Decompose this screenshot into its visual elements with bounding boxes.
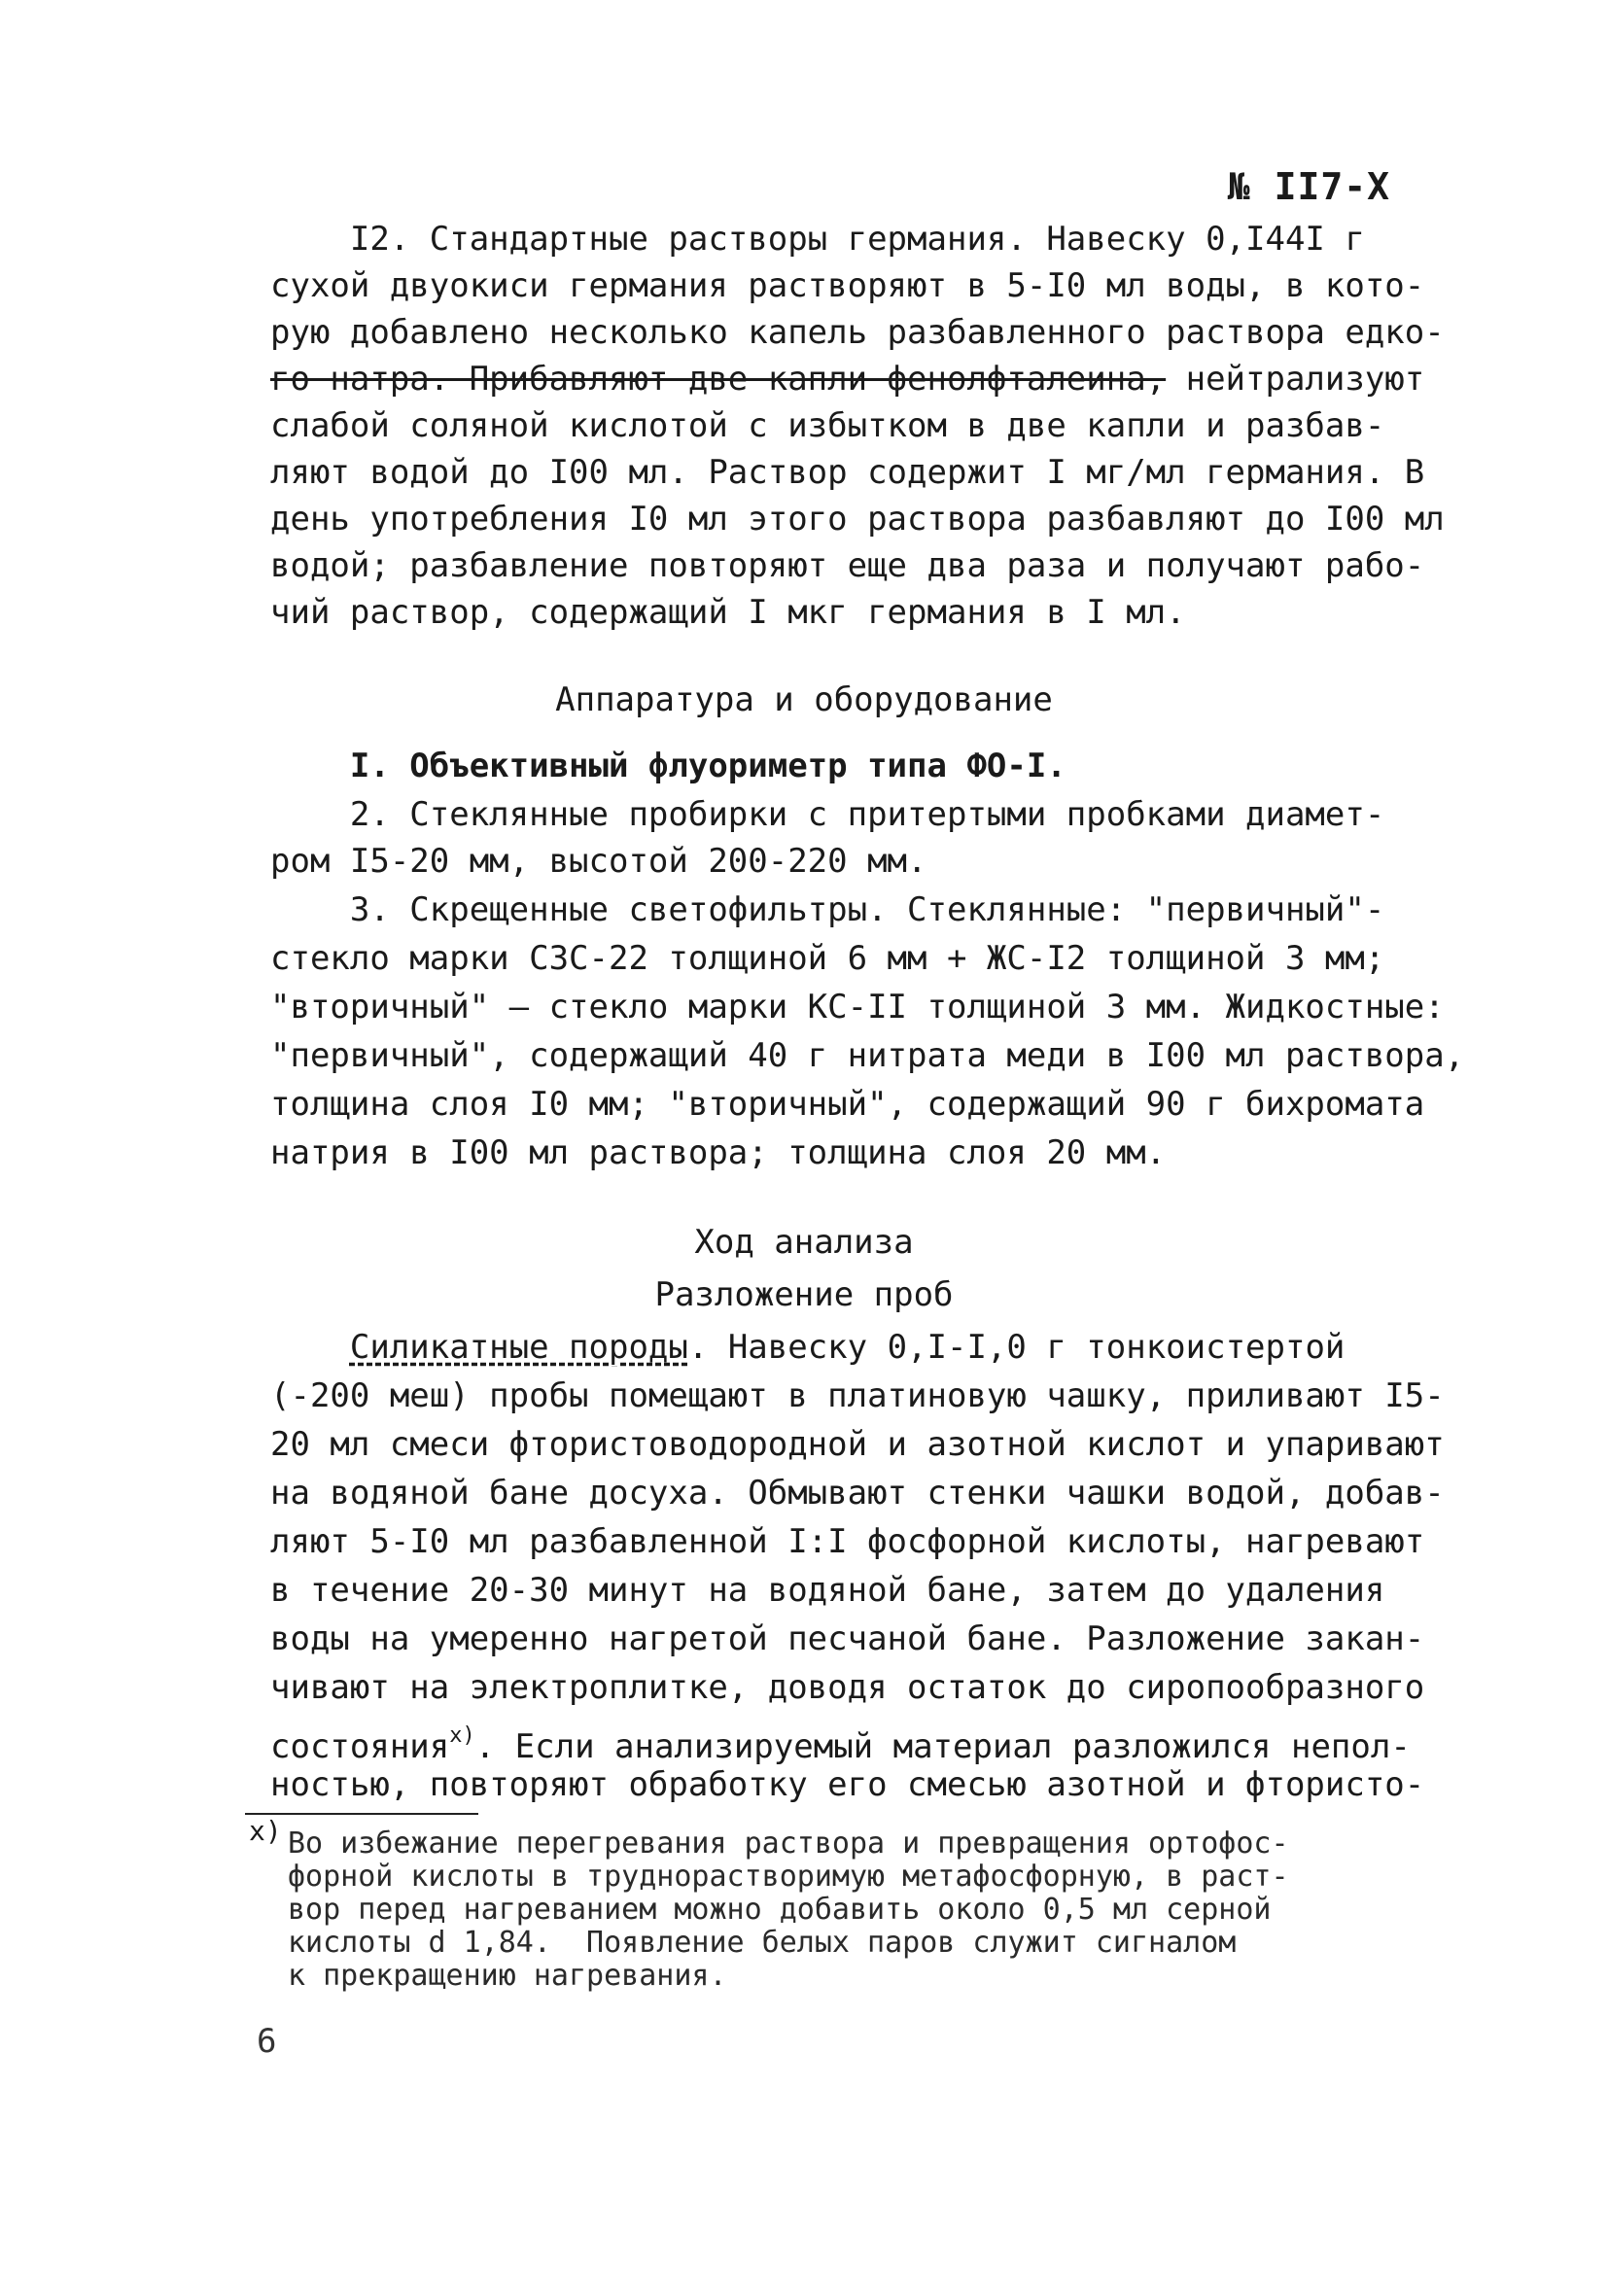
reagent-line-8: водой; разбавление повторяют еще два раза и получают рабо- xyxy=(270,546,1425,585)
apparatus-line-9: натрия в I00 мл раствора; толщина слоя 20 мм. xyxy=(270,1133,1167,1172)
struck-text: го натра. Прибавляют две капли фенолфталеина, xyxy=(270,360,1167,399)
footnote-line-3: вор перед нагреванием можно добавить около 0,5 мл серной xyxy=(288,1893,1272,1927)
reagent-line-7: день употребления I0 мл этого раствора разбавляют до I00 мл xyxy=(270,500,1445,539)
apparatus-line-3: ром I5-20 мм, высотой 200-220 мм. xyxy=(270,842,927,881)
decomposition-line-7: воды на умеренно нагретой песчаной бане. Разложение закан- xyxy=(270,1619,1425,1658)
silicate-rocks-label: Силикатные породы xyxy=(349,1328,688,1367)
page-number: 6 xyxy=(257,2022,277,2061)
apparatus-line-7: "первичный", содержащий 40 г нитрата меди в I00 мл раствора, xyxy=(270,1036,1465,1075)
footnote-line-5: к прекращению нагревания. xyxy=(288,1959,727,1993)
reagent-line-9: чий раствор, содержащий I мкг германия в I мл. xyxy=(270,593,1186,632)
apparatus-line-8: толщина слоя I0 мм; "вторичный", содержащий 90 г бихромата xyxy=(270,1085,1425,1124)
decomposition-line-1 xyxy=(270,1324,1345,1371)
decomposition-line-8: чивают на электроплитке, доводя остаток до сиропообразного xyxy=(270,1668,1425,1707)
apparatus-line-2: 2. Стеклянные пробирки с притертыми пробками диамет- xyxy=(270,795,1385,834)
decomposition-line-9-rest: . Если анализируемый материал разложился непол- xyxy=(474,1727,1411,1766)
reagent-line-2: сухой двуокиси германия растворяют в 5-I0 мл воды, в кото- xyxy=(270,266,1425,305)
reagent-line-1: I2. Стандартные растворы германия. Навеску 0,I44I г xyxy=(270,220,1365,259)
document-number: № II7-X xyxy=(1227,165,1390,208)
apparatus-line-1: I. Объективный флуориметр типа ФО-I. xyxy=(270,747,1066,785)
reagent-line-3: рую добавлено несколько капель разбавленного раствора едко- xyxy=(270,313,1445,352)
decomposition-line-2: (-200 меш) пробы помещают в платиновую чашку, приливают I5- xyxy=(270,1376,1445,1415)
apparatus-line-5: стекло марки СЗС-22 толщиной 6 мм + ЖС-I2 толщиной 3 мм; xyxy=(270,939,1385,978)
footnote-line-1: Во избежание перегревания раствора и превращения ортофос- xyxy=(288,1826,1289,1861)
reagent-line-struck xyxy=(270,356,1424,402)
apparatus-line-6: "вторичный" — стекло марки КС-II толщиной 3 мм. Жидкостные: xyxy=(270,988,1445,1026)
footnote-line-2: форной кислоты в труднорастворимую метафосфорную, в раст- xyxy=(288,1860,1289,1894)
reagent-line-5: слабой соляной кислотой с избытком в две капли и разбав- xyxy=(270,406,1385,445)
heading-analysis: Ход анализа xyxy=(694,1223,914,1262)
apparatus-line-4: 3. Скрещенные светофильтры. Стеклянные: "первичный"- xyxy=(270,890,1385,929)
decomposition-line-4: на водяной бане досуха. Обмывают стенки чашки водой, добав- xyxy=(270,1474,1445,1513)
state-word: состояния xyxy=(270,1727,450,1766)
reagent-line-6: ляют водой до I00 мл. Раствор содержит I мг/мл германия. В xyxy=(270,453,1425,492)
decomposition-line-10: ностью, повторяют обработку его смесью азотной и фтористо- xyxy=(270,1765,1425,1804)
footnote-marker: x) xyxy=(249,1815,282,1847)
decomposition-line-5: ляют 5-I0 мл разбавленной I:I фосфорной кислоты, нагревают xyxy=(270,1522,1425,1561)
struck-line-rest: нейтрализуют xyxy=(1166,360,1425,399)
decomposition-line-6: в течение 20-30 минут на водяной бане, затем до удаления xyxy=(270,1571,1385,1610)
footnote-reference: x) xyxy=(449,1723,475,1748)
heading-decomposition: Разложение проб xyxy=(654,1275,954,1314)
decomposition-line-3: 20 мл смеси фтористоводородной и азотной кислот и упаривают xyxy=(270,1425,1445,1464)
footnote-line-4: кислоты d 1,84. Появление белых паров служит сигналом xyxy=(288,1926,1237,1960)
heading-apparatus: Аппаратура и оборудование xyxy=(555,680,1053,719)
decomposition-line-1-rest: . Навеску 0,I-I,0 г тонкоистертой xyxy=(687,1328,1346,1367)
